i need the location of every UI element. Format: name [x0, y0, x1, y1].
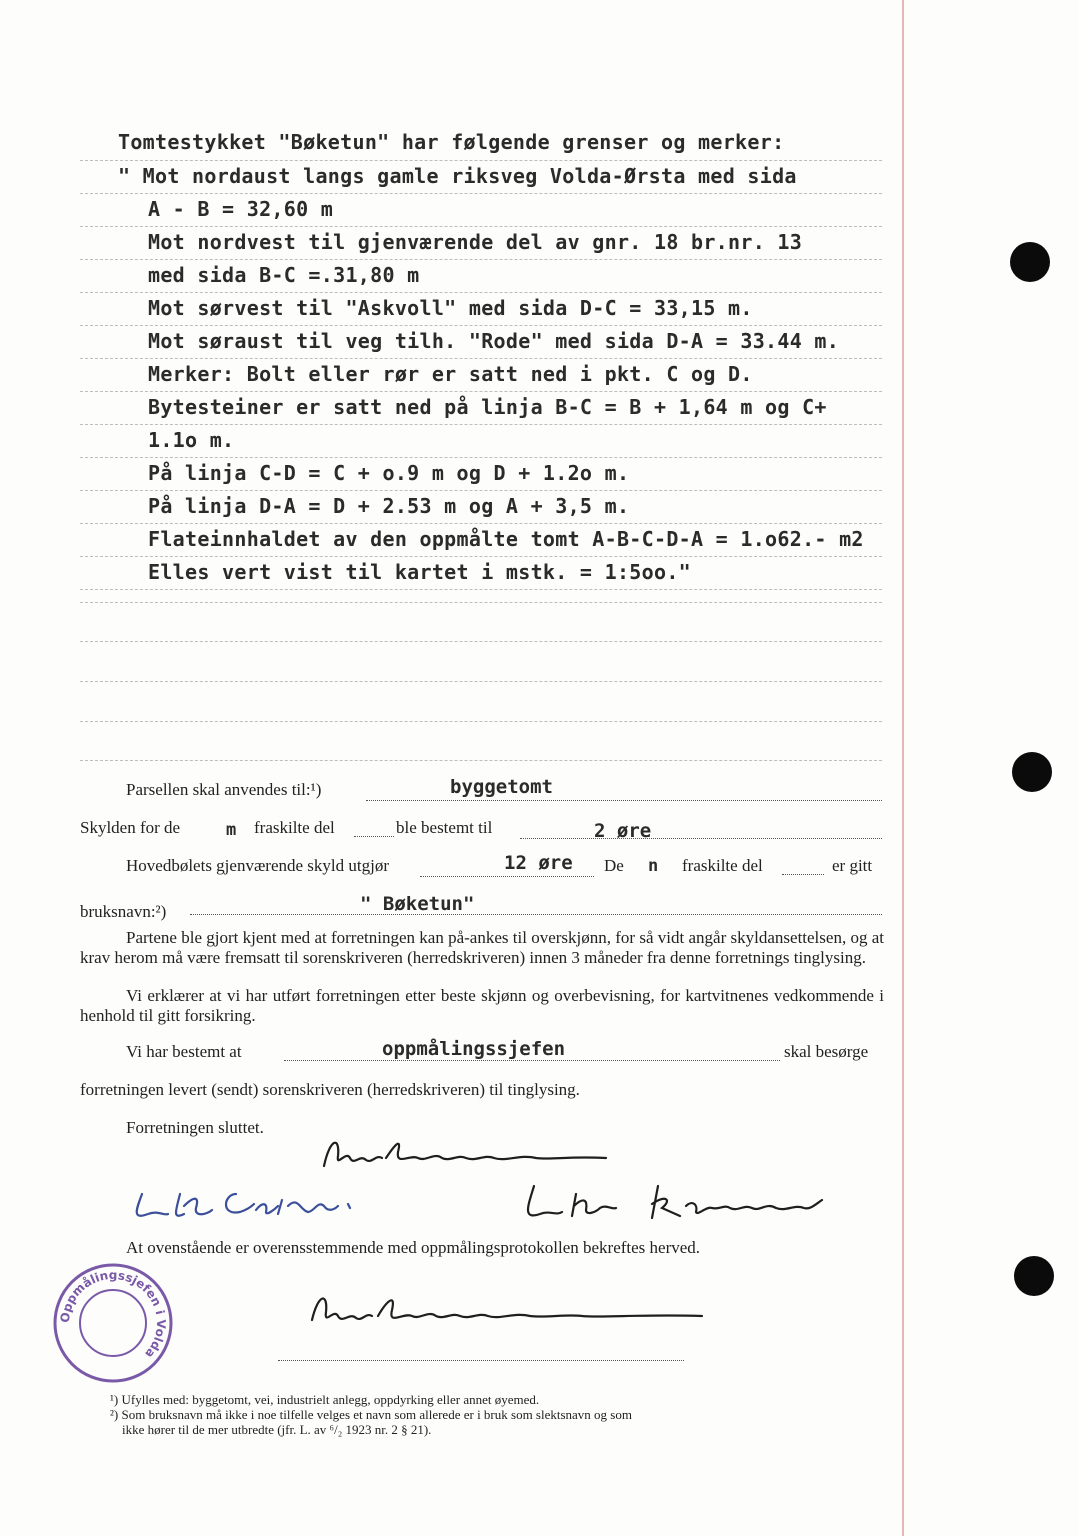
- bestemt-text: Vi har bestemt at: [126, 1042, 242, 1061]
- bestemt-text: skal besørge: [784, 1042, 869, 1061]
- punch-hole: [1014, 1256, 1054, 1296]
- hovedbol-text: er gitt: [832, 856, 873, 875]
- ruled-line: [80, 556, 882, 557]
- skylden-text: Skylden for de: [80, 818, 181, 837]
- ruled-line: [80, 523, 882, 524]
- ruled-line: [80, 226, 882, 227]
- ruled-line: [80, 391, 882, 392]
- footnotes: [110, 1392, 886, 1437]
- typed-line: Flateinnhaldet av den oppmålte tomt A-B-C-D-A = 1.o62.- m2: [148, 527, 864, 551]
- ruled-line: [80, 589, 882, 590]
- office-stamp: [52, 1262, 174, 1384]
- parsellen-value: byggetomt: [450, 776, 553, 798]
- witness-signature-blue: [128, 1180, 388, 1230]
- skylden-value: 2 øre: [594, 820, 652, 842]
- typed-line: Mot søraust til veg tilh. "Rode" med sida D-A = 33.44 m.: [148, 329, 840, 353]
- fill-line: [284, 1060, 780, 1061]
- fill-line: [366, 800, 882, 801]
- skylden-text: ble bestemt til: [396, 818, 493, 837]
- footnote-1: ¹) Ufylles med: byggetomt, vei, industrielt anlegg, oppdyrking eller annet øyemed.: [110, 1392, 540, 1407]
- ruled-line: [80, 490, 882, 491]
- hovedbol-text: Hovedbølets gjenværende skyld utgjør: [126, 856, 389, 875]
- punch-hole: [1010, 242, 1050, 282]
- sluttet-text: Forretningen sluttet.: [126, 1118, 264, 1137]
- punch-hole: [1012, 752, 1052, 792]
- skylden-m: m: [226, 820, 237, 840]
- ruled-line: [80, 760, 882, 761]
- hovedbol-text: De: [604, 856, 624, 875]
- levert-text: forretningen levert (sendt) sorenskriveren (herredskriveren) til tinglysing.: [80, 1080, 580, 1099]
- typed-line: Bytesteiner er satt ned på linja B-C = B + 1,64 m og C+: [148, 395, 827, 419]
- hovedbol-n: n: [648, 856, 659, 876]
- ruled-line: [80, 721, 882, 722]
- ruled-line: [80, 193, 882, 194]
- ruled-line: [80, 325, 882, 326]
- fill-line: [782, 874, 824, 875]
- ruled-line: [80, 641, 882, 642]
- ruled-line: [80, 457, 882, 458]
- ruled-line: [80, 358, 882, 359]
- typed-line: Mot sørvest til "Askvoll" med sida D-C = 33,15 m.: [148, 296, 753, 320]
- bruksnavn-label: bruksnavn:²): [80, 902, 167, 921]
- typed-line: med sida B-C =.31,80 m: [148, 263, 420, 287]
- bestemt-value: oppmålingssjefen: [382, 1038, 566, 1060]
- hovedbol-text: fraskilte del: [682, 856, 763, 875]
- declaration-text: Vi erklærer at vi har utført forretningen etter beste skjønn og overbevisning, for kartvitnenes vedkommende i henhold til gitt forsikring.: [80, 986, 884, 1025]
- parsellen-label: Parsellen skal anvendes til:¹): [126, 780, 322, 799]
- appeal-text: Partene ble gjort kjent med at forretningen kan på-ankes til overskjønn, for så vidt angår skyldansettelsen, og at krav herom må være fremsatt til sorenskriveren (herredskriveren) innen 3 måneder fra denne forretnings tinglysing.: [80, 928, 884, 967]
- attest-signature: [302, 1286, 712, 1336]
- ruled-line: [80, 292, 882, 293]
- fill-line: [354, 836, 394, 837]
- signature-line: [278, 1360, 684, 1361]
- attest-text: At ovenstående er overensstemmende med oppmålingsprotokollen bekreftes herved.: [126, 1238, 701, 1257]
- typed-line: På linja D-A = D + 2.53 m og A + 3,5 m.: [148, 494, 630, 518]
- typed-line: Merker: Bolt eller rør er satt ned i pkt. C og D.: [148, 362, 753, 386]
- witness-signature-2: [516, 1176, 836, 1232]
- typed-line: 1.1o m.: [148, 428, 235, 452]
- typed-line: På linja C-D = C + o.9 m og D + 1.2o m.: [148, 461, 630, 485]
- typed-line: Elles vert vist til kartet i mstk. = 1:5oo.": [148, 560, 692, 584]
- ruled-line: [80, 602, 882, 603]
- ruled-line: [80, 424, 882, 425]
- svg-text:Oppmålingssjefen i Volda: Oppmålingssjefen i Volda: [57, 1267, 169, 1361]
- ruled-line: [80, 259, 882, 260]
- fill-line: [190, 914, 882, 915]
- skylden-text: fraskilte del: [254, 818, 335, 837]
- ruled-line: [80, 681, 882, 682]
- fill-line: [520, 838, 882, 839]
- typed-line: A - B = 32,60 m: [148, 197, 334, 221]
- footnote-2-cont: ikke hører til de mer utbredte (jfr. L. av ⁶/₂ 1923 nr. 2 § 21).: [122, 1422, 432, 1437]
- typed-line: Tomtestykket "Bøketun" har følgende grenser og merker:: [118, 130, 785, 154]
- typed-line: " Mot nordaust langs gamle riksveg Volda-Ørsta med sida: [118, 164, 797, 188]
- margin-rule: [902, 0, 904, 1536]
- typed-line: Mot nordvest til gjenværende del av gnr. 18 br.nr. 13: [148, 230, 803, 254]
- appeal-paragraph: [80, 928, 884, 967]
- bruksnavn-value: " Bøketun": [360, 893, 475, 915]
- footnote-2: ²) Som bruksnavn må ikke i noe tilfelle velges et navn som allerede er i bruk som slektsnavn og som: [110, 1407, 632, 1422]
- hovedbol-value: 12 øre: [504, 852, 573, 874]
- signature-1: [316, 1128, 616, 1178]
- declaration-paragraph: [80, 986, 884, 1025]
- ruled-line: [80, 160, 882, 161]
- fill-line: [420, 876, 594, 877]
